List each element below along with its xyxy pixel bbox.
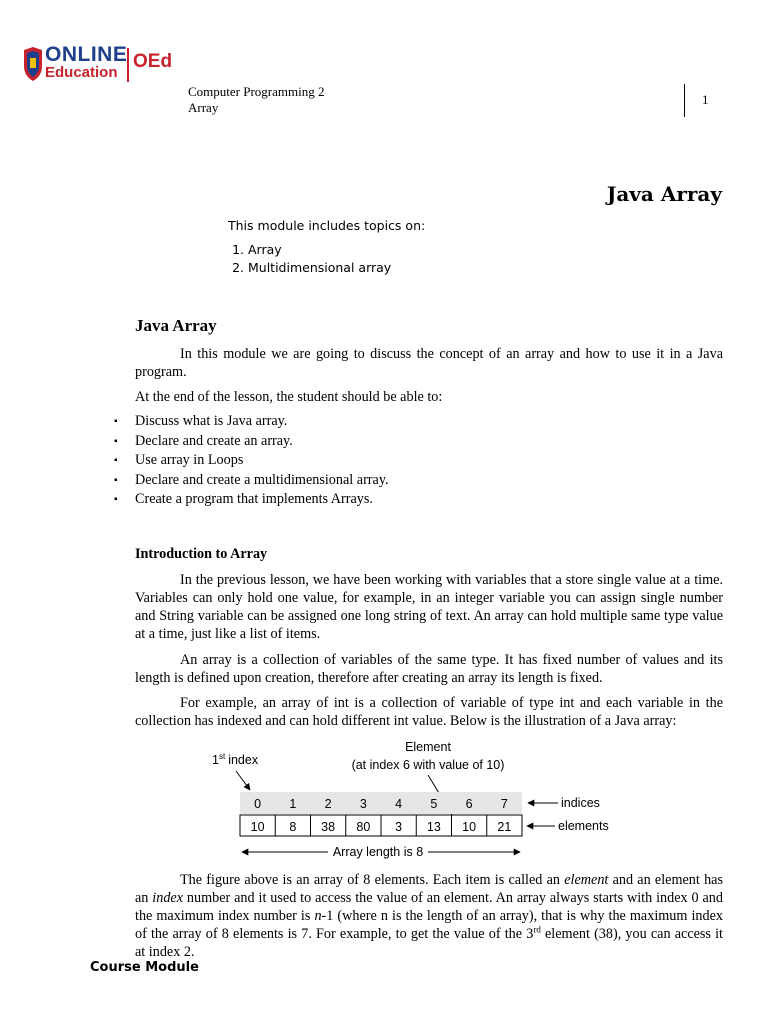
length-label: Array length is 8 <box>332 845 424 859</box>
index-cell: 4 <box>395 797 403 811</box>
logo-online-text: ONLINE <box>45 43 128 66</box>
paragraph-4: The figure above is an array of 8 elements. Each item is called an element and an element has an index number and it used to access the value of an element. An array always starts with index 0 and the maximum index number is n-1 (where n is the length of an array), that is why the maximum index of the array of 8 elements is 7. For example, to get the value of the 3rd element (38), you can access it at index 2. <box>135 872 723 960</box>
objective-item: ▪ Create a program that implements Arrays. <box>114 490 389 510</box>
element-cell: 8 <box>289 820 297 834</box>
indices-row <box>240 792 522 814</box>
index-cell: 1 <box>289 797 297 811</box>
paragraph-1: In the previous lesson, we have been working with variables that a store single value at a time. Variables can only hold one value, for example, in an integer variable you can assign single number and String variable can be assigned one long string of text. An array can hold multiple same type value at a time, just like a list of items. <box>135 572 723 642</box>
element-cell: 13 <box>426 820 441 834</box>
objectives-lead: At the end of the lesson, the student should be able to: <box>135 389 443 405</box>
elements-label: elements <box>558 819 609 833</box>
element-cell: 38 <box>321 820 336 834</box>
page-number: 1 <box>702 92 709 107</box>
objectives-list <box>114 412 389 510</box>
objective-item: ▪ Use array in Loops <box>114 451 389 471</box>
intro-paragraph: In this module we are going to discuss the concept of an array and how to use it in a Java program. <box>135 346 723 380</box>
index-cell: 5 <box>430 797 438 811</box>
course-name: Computer Programming 2 <box>188 84 325 99</box>
page-header <box>188 84 325 116</box>
array-figure <box>0 735 768 865</box>
module-topic-item: 1. Array <box>248 241 425 259</box>
index-cell: 3 <box>359 797 367 811</box>
logo-oed-text: OEd <box>133 51 173 72</box>
index-cell: 0 <box>254 797 262 811</box>
element-cell: 10 <box>462 820 477 834</box>
index-cell: 6 <box>465 797 473 811</box>
first-index-arrow <box>236 771 250 790</box>
page-footer: Course Module <box>90 960 199 975</box>
first-index-label: 1st index <box>212 752 259 767</box>
objective-item: ▪ Declare and create an array. <box>114 432 389 452</box>
paragraph-3: For example, an array of int is a collection of variable of type int and each variable in the collection has indexed and can hold different int value. Below is the illustration of a Java array: <box>135 695 723 729</box>
element-cell: 80 <box>356 820 371 834</box>
page-title: Java Array <box>606 182 722 206</box>
module-intro: This module includes topics on: <box>228 218 426 233</box>
paragraph-2: An array is a collection of variables of the same type. It has fixed number of values and its length is defined upon creation, therefore after creating an array its length is fixed. <box>135 652 723 686</box>
section-heading: Java Array <box>135 316 217 335</box>
module-topic-item: 2. Multidimensional array <box>248 259 425 277</box>
index-cell: 2 <box>324 797 332 811</box>
element-cell: 3 <box>395 820 403 834</box>
indices-label: indices <box>561 796 600 810</box>
header-topic: Array <box>188 100 219 115</box>
intro-heading: Introduction to Array <box>135 546 268 562</box>
university-crest-icon <box>22 46 44 82</box>
logo-education-text: Education <box>45 64 118 81</box>
objective-item: ▪ Declare and create a multidimensional array. <box>114 471 389 491</box>
module-topics <box>228 218 425 277</box>
logo-divider <box>127 48 129 82</box>
element-cell: 21 <box>497 820 512 834</box>
element-cell: 10 <box>250 820 265 834</box>
element-sublabel: (at index 6 with value of 10) <box>351 758 505 772</box>
objective-item: ▪ Discuss what is Java array. <box>114 412 389 432</box>
element-label: Element <box>405 740 451 754</box>
page-number-divider <box>684 84 685 117</box>
index-cell: 7 <box>500 797 508 811</box>
